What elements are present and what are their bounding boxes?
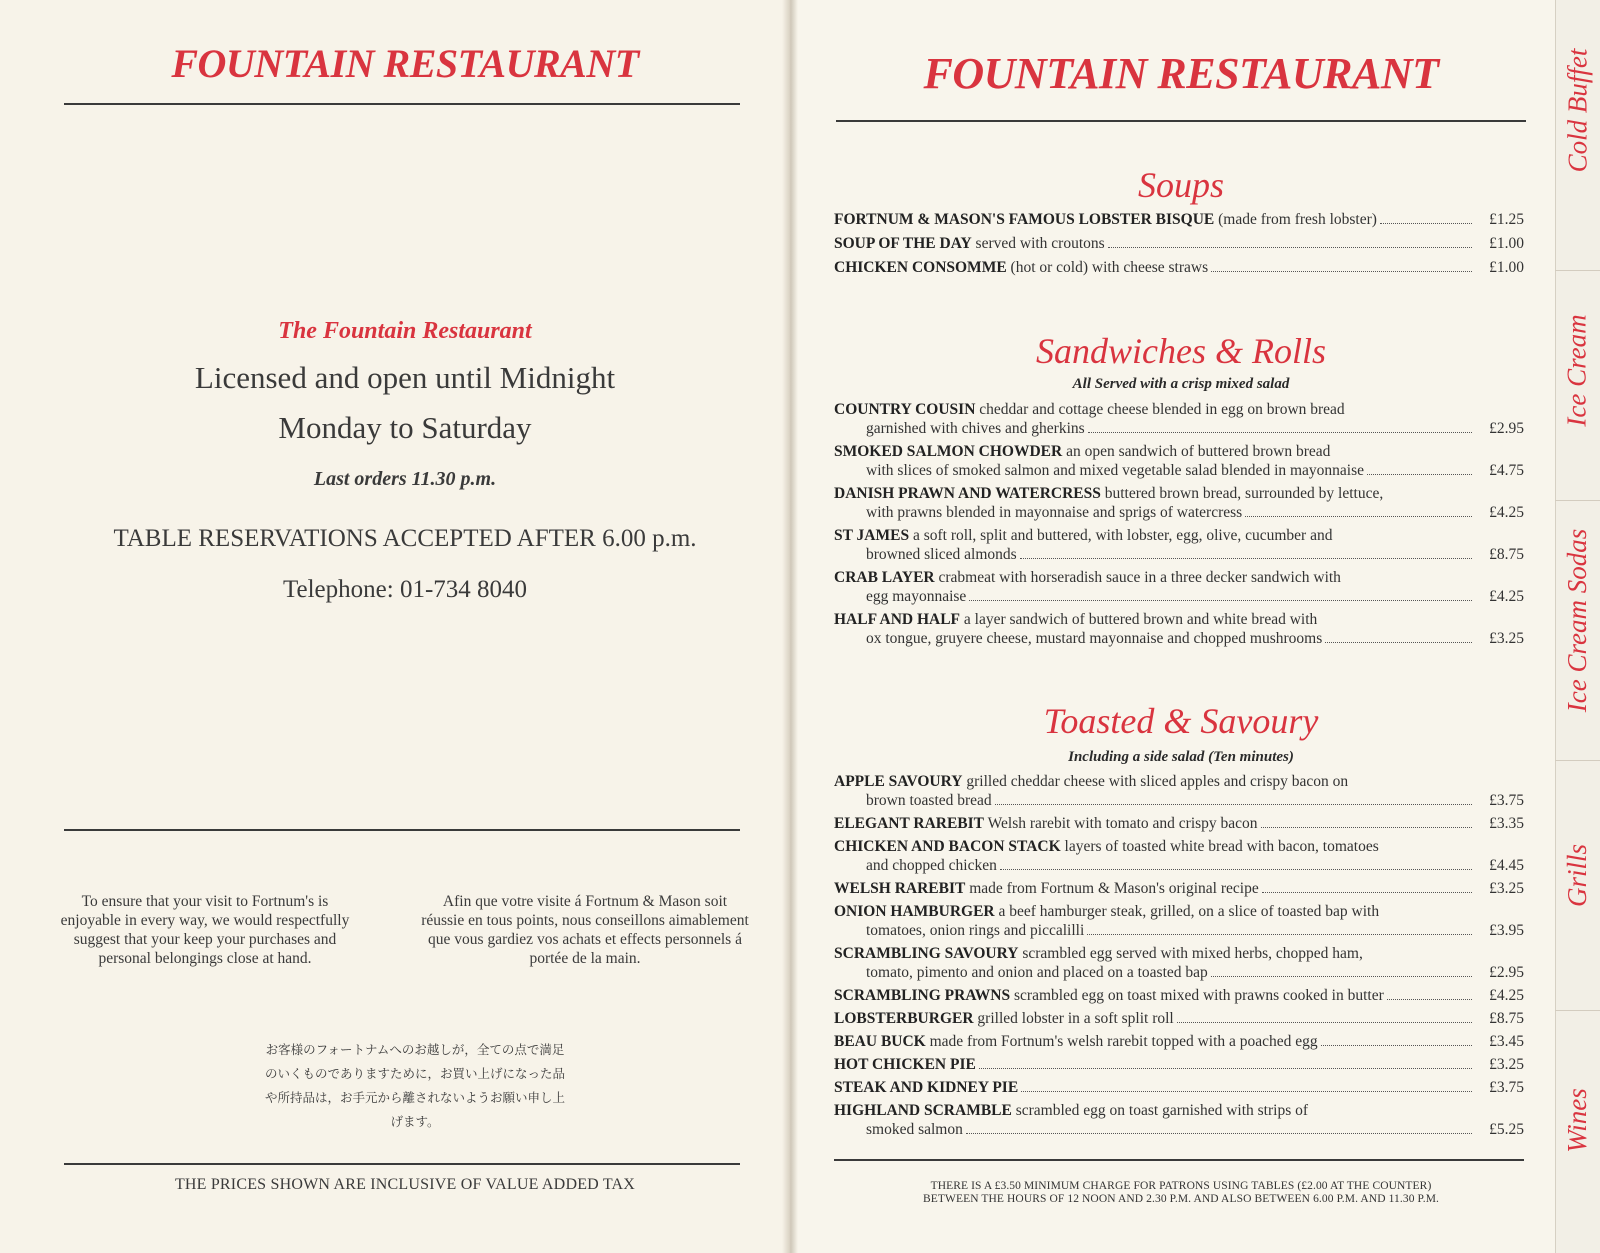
menu-item-description: an open sandwich of buttered brown bread <box>1062 443 1331 460</box>
menu-item <box>834 902 1524 940</box>
menu-item-description: scrambled egg on toast garnished with strips of <box>1011 1102 1309 1119</box>
menu-item-description-cont: with slices of smoked salmon and mixed vegetable salad blended in mayonnaise <box>866 462 1365 479</box>
menu-item-price: £1.25 <box>1489 211 1524 228</box>
menu-item-description: scrambled egg on toast mixed with prawns cooked in butter <box>1010 987 1384 1004</box>
minimum-charge-notice <box>836 1180 1526 1206</box>
menu-item-text <box>834 210 1377 229</box>
menu-item-line <box>834 258 1524 277</box>
menu-item-line <box>834 879 1524 898</box>
menu-item-description-cont: egg mayonnaise <box>866 588 967 605</box>
book-gutter <box>782 0 798 1253</box>
menu-item-line <box>834 1078 1524 1097</box>
tab-wines-label: Wines <box>1562 1087 1592 1153</box>
menu-item <box>834 1032 1524 1051</box>
menu-item-text <box>834 1032 1318 1051</box>
toasted-list <box>834 772 1524 1143</box>
soups-list <box>834 210 1524 282</box>
menu-item-name: ELEGANT RAREBIT <box>834 815 985 832</box>
menu-item-line <box>834 461 1524 480</box>
dot-leader <box>1387 999 1472 1000</box>
menu-item-name: LOBSTERBURGER <box>834 1010 974 1027</box>
left-mid-rule <box>64 829 740 831</box>
menu-item-name: CRAB LAYER <box>834 569 935 586</box>
menu-item <box>834 814 1524 833</box>
menu-item-line <box>834 610 1524 629</box>
menu-item-price: £8.75 <box>1489 1010 1524 1027</box>
menu-item-text <box>834 1078 1018 1097</box>
dot-leader <box>1380 223 1472 224</box>
menu-item-name: STEAK AND KIDNEY PIE <box>834 1079 1019 1096</box>
menu-item-description-cont: garnished with chives and gherkins <box>866 420 1085 437</box>
restaurant-subtitle: The Fountain Restaurant <box>278 318 532 344</box>
dot-leader <box>1088 432 1472 433</box>
menu-item-text <box>834 1055 976 1074</box>
licensed-text: Licensed and open until Midnight <box>194 360 616 395</box>
menu-item-line <box>834 210 1524 229</box>
tab-grills[interactable] <box>1555 800 1600 950</box>
menu-item-price: £3.25 <box>1489 630 1524 647</box>
menu-item <box>834 484 1524 522</box>
dot-leader <box>1321 1045 1472 1046</box>
telephone-text: Telephone: 01-734 8040 <box>282 576 528 603</box>
left-top-rule <box>64 103 740 105</box>
menu-item-name: DANISH PRAWN AND WATERCRESS <box>834 485 1101 502</box>
menu-item-price: £4.45 <box>1489 857 1524 874</box>
menu-item-description: cheddar and cottage cheese blended in egg on brown bread <box>975 401 1345 418</box>
menu-item-description-cont: smoked salmon <box>866 1121 963 1138</box>
menu-item-line <box>834 587 1524 606</box>
menu-item-line <box>834 944 1524 963</box>
dot-leader <box>1020 558 1472 559</box>
tab-ice-cream[interactable] <box>1555 290 1600 450</box>
menu-item-line <box>834 419 1524 438</box>
notice-english: To ensure that your visit to Fortnum's is enjoyable in every way, we would respectfully suggest that your keep your purchases and personal belongings close at hand. <box>60 893 350 967</box>
menu-item <box>834 210 1524 229</box>
menu-item <box>834 1055 1524 1074</box>
menu-item-line <box>834 484 1524 503</box>
menu-item-price: £3.45 <box>1489 1033 1524 1050</box>
tab-divider <box>1555 1010 1600 1011</box>
menu-item-line <box>834 1009 1524 1028</box>
menu-item-description: grilled cheddar cheese with sliced apples and crispy bacon on <box>962 773 1349 790</box>
menu-item-line <box>834 772 1524 791</box>
menu-item-description: layers of toasted white bread with bacon, tomatoes <box>1060 838 1379 855</box>
menu-item-name: CHICKEN AND BACON STACK <box>834 838 1061 855</box>
dot-leader <box>1087 934 1472 935</box>
menu-item-description: (hot or cold) with cheese straws <box>1006 259 1209 276</box>
menu-item-price: £4.25 <box>1489 588 1524 605</box>
tab-divider <box>1555 500 1600 501</box>
reservations-text: TABLE RESERVATIONS ACCEPTED AFTER 6.00 p.m. <box>113 525 697 552</box>
menu-item <box>834 986 1524 1005</box>
menu-item <box>834 1078 1524 1097</box>
menu-item-name: HALF AND HALF <box>834 611 961 628</box>
menu-item-text <box>834 234 1105 253</box>
menu-item-line <box>834 814 1524 833</box>
tab-cold-buffet[interactable] <box>1555 20 1600 200</box>
menu-item-price: £4.25 <box>1489 987 1524 1004</box>
menu-item-price: £3.75 <box>1489 792 1524 809</box>
menu-item-line <box>834 1055 1524 1074</box>
menu-item-description-cont: brown toasted bread <box>866 792 992 809</box>
dot-leader <box>1108 247 1472 248</box>
dot-leader <box>969 600 1472 601</box>
menu-item-text <box>834 986 1384 1005</box>
menu-item-description: Welsh rarebit with tomato and crispy bacon <box>984 815 1258 832</box>
menu-item-name: ST JAMES <box>834 527 910 544</box>
sandwiches-subtitle: All Served with a crisp mixed salad <box>1072 376 1290 392</box>
tab-divider <box>1555 760 1600 761</box>
minimum-charge-line1: THERE IS A £3.50 MINIMUM CHARGE FOR PATRONS USING TABLES (£2.00 AT THE COUNTER) <box>930 1180 1432 1192</box>
menu-item <box>834 234 1524 253</box>
dot-leader <box>1211 976 1472 977</box>
menu-item-price: £3.95 <box>1489 922 1524 939</box>
menu-item-text <box>834 1009 1174 1028</box>
menu-item-price: £1.00 <box>1489 235 1524 252</box>
menu-item <box>834 837 1524 875</box>
menu-item <box>834 610 1524 648</box>
menu-item-description: grilled lobster in a soft split roll <box>973 1010 1174 1027</box>
menu-item <box>834 400 1524 438</box>
sandwiches-list <box>834 400 1524 652</box>
menu-item-price: £4.75 <box>1489 462 1524 479</box>
dot-leader <box>1367 474 1472 475</box>
soups-heading: Soups <box>1137 165 1224 205</box>
dot-leader <box>1261 827 1472 828</box>
menu-item-description-cont: tomatoes, onion rings and piccalilli <box>866 922 1085 939</box>
menu-item <box>834 258 1524 277</box>
menu-item-line <box>834 234 1524 253</box>
menu-item-name: SMOKED SALMON CHOWDER <box>834 443 1063 460</box>
menu-item-price: £1.00 <box>1489 259 1524 276</box>
dot-leader <box>966 1133 1472 1134</box>
days-text: Monday to Saturday <box>278 410 532 445</box>
menu-item-line <box>834 629 1524 648</box>
menu-item-line <box>834 1120 1524 1139</box>
menu-item <box>834 879 1524 898</box>
menu-item-description: scrambled egg served with mixed herbs, chopped ham, <box>1018 945 1363 962</box>
left-bottom-rule <box>64 1163 740 1165</box>
menu-item-price: £5.25 <box>1489 1121 1524 1138</box>
vat-notice: THE PRICES SHOWN ARE INCLUSIVE OF VALUE ADDED TAX <box>174 1176 636 1193</box>
menu-item-price: £3.75 <box>1489 1079 1524 1096</box>
tab-grills-label: Grills <box>1562 843 1592 907</box>
menu-item-line <box>834 1032 1524 1051</box>
menu-item-description: made from Fortnum's welsh rarebit topped with a poached egg <box>925 1033 1318 1050</box>
menu-item-description-cont: and chopped chicken <box>866 857 997 874</box>
menu-item-name: WELSH RAREBIT <box>834 880 966 897</box>
sandwiches-heading: Sandwiches & Rolls <box>1036 331 1326 371</box>
menu-item-description: buttered brown bread, surrounded by lettuce, <box>1100 485 1384 502</box>
dot-leader <box>1262 892 1472 893</box>
notice-french: Afin que votre visite á Fortnum & Mason soit réussie en tous points, nous conseillons aimablement que vous gardiez vos achats et effects personnels á portée de la main. <box>421 893 749 967</box>
menu-item-line <box>834 545 1524 564</box>
menu-item-name: HIGHLAND SCRAMBLE <box>834 1102 1012 1119</box>
menu-item-line <box>834 791 1524 810</box>
toasted-heading: Toasted & Savoury <box>1043 701 1319 741</box>
menu-item-name: SCRAMBLING PRAWNS <box>834 987 1011 1004</box>
menu-item-line <box>834 400 1524 419</box>
menu-item-description: crabmeat with horseradish sauce in a three decker sandwich with <box>934 569 1341 586</box>
menu-item-text <box>834 879 1259 898</box>
menu-item <box>834 1009 1524 1028</box>
menu-item-line <box>834 986 1524 1005</box>
dot-leader <box>1000 869 1472 870</box>
menu-item-price: £8.75 <box>1489 546 1524 563</box>
notice-japanese: お客様のフォートナムへのお越しが，全ての点で満足のいくものでありますために，お買い上げになった品や所持品は，お手元から離されないようお願い申し上げます。 <box>264 1042 565 1129</box>
menu-item-line <box>834 526 1524 545</box>
menu-item-price: £2.95 <box>1489 420 1524 437</box>
menu-item-name: FORTNUM & MASON'S FAMOUS LOBSTER BISQUE <box>834 211 1215 228</box>
dot-leader <box>1245 516 1472 517</box>
menu-item-description: (made from fresh lobster) <box>1214 211 1377 228</box>
menu-item-price: £3.35 <box>1489 815 1524 832</box>
right-top-rule <box>836 120 1526 122</box>
right-bottom-rule <box>834 1159 1524 1161</box>
dot-leader <box>1177 1022 1472 1023</box>
menu-item-name: SCRAMBLING SAVOURY <box>834 945 1019 962</box>
menu-item-line <box>834 902 1524 921</box>
menu-item-description: a layer sandwich of buttered brown and white bread with <box>960 611 1318 628</box>
dot-leader <box>1211 271 1472 272</box>
tab-cold-buffet-label: Cold Buffet <box>1562 48 1592 172</box>
dot-leader <box>995 804 1472 805</box>
menu-item-description: a soft roll, split and buttered, with lobster, egg, olive, cucumber and <box>909 527 1333 544</box>
tab-ice-cream-sodas-label: Ice Cream Sodas <box>1562 528 1592 712</box>
tab-wines[interactable] <box>1555 1040 1600 1200</box>
menu-item-line <box>834 442 1524 461</box>
menu-item-description-cont: with prawns blended in mayonnaise and sprigs of watercress <box>866 504 1243 521</box>
menu-item-line <box>834 1101 1524 1120</box>
menu-item-description-cont: tomato, pimento and onion and placed on a toasted bap <box>866 964 1208 981</box>
menu-item-name: HOT CHICKEN PIE <box>834 1056 976 1073</box>
menu-item-text <box>834 814 1258 833</box>
menu-item <box>834 944 1524 982</box>
last-orders-text: Last orders 11.30 p.m. <box>313 468 497 490</box>
menu-item-description: made from Fortnum & Mason's original recipe <box>965 880 1259 897</box>
menu-item-description-cont: browned sliced almonds <box>866 546 1017 563</box>
dot-leader <box>979 1068 1472 1069</box>
menu-item-name: ONION HAMBURGER <box>834 903 995 920</box>
menu-item-price: £3.25 <box>1489 1056 1524 1073</box>
tab-divider <box>1555 270 1600 271</box>
menu-item <box>834 442 1524 480</box>
minimum-charge-line2: BETWEEN THE HOURS OF 12 NOON AND 2.30 P.M. AND ALSO BETWEEN 6.00 P.M. AND 11.30 P.M. <box>922 1193 1440 1205</box>
tab-ice-cream-sodas[interactable] <box>1555 520 1600 720</box>
menu-item-line <box>834 503 1524 522</box>
menu-item-price: £3.25 <box>1489 880 1524 897</box>
menu-item-name: SOUP OF THE DAY <box>834 235 972 252</box>
menu-item-line <box>834 921 1524 940</box>
menu-item-line <box>834 568 1524 587</box>
menu-item-name: CHICKEN CONSOMME <box>834 259 1007 276</box>
menu-item-description-cont: ox tongue, gruyere cheese, mustard mayonnaise and chopped mushrooms <box>866 630 1323 647</box>
menu-item <box>834 772 1524 810</box>
menu-item-price: £2.95 <box>1489 964 1524 981</box>
left-page-title: FOUNTAIN RESTAURANT <box>171 41 639 86</box>
menu-item <box>834 568 1524 606</box>
menu-item-description: a beef hamburger steak, grilled, on a slice of toasted bap with <box>994 903 1380 920</box>
menu-item-line <box>834 837 1524 856</box>
dot-leader <box>1325 642 1472 643</box>
menu-item-name: BEAU BUCK <box>834 1033 926 1050</box>
right-page-title: FOUNTAIN RESTAURANT <box>923 49 1439 98</box>
menu-item-name: APPLE SAVOURY <box>834 773 963 790</box>
menu-item-description: served with croutons <box>971 235 1105 252</box>
menu-item-text <box>834 258 1208 277</box>
tab-ice-cream-label: Ice Cream <box>1562 313 1592 427</box>
toasted-subtitle: Including a side salad (Ten minutes) <box>1068 749 1294 765</box>
menu-item-line <box>834 963 1524 982</box>
dot-leader <box>1021 1091 1472 1092</box>
menu-item <box>834 1101 1524 1139</box>
menu-item-price: £4.25 <box>1489 504 1524 521</box>
menu-item-line <box>834 856 1524 875</box>
menu-item <box>834 526 1524 564</box>
menu-item-name: COUNTRY COUSIN <box>834 401 976 418</box>
